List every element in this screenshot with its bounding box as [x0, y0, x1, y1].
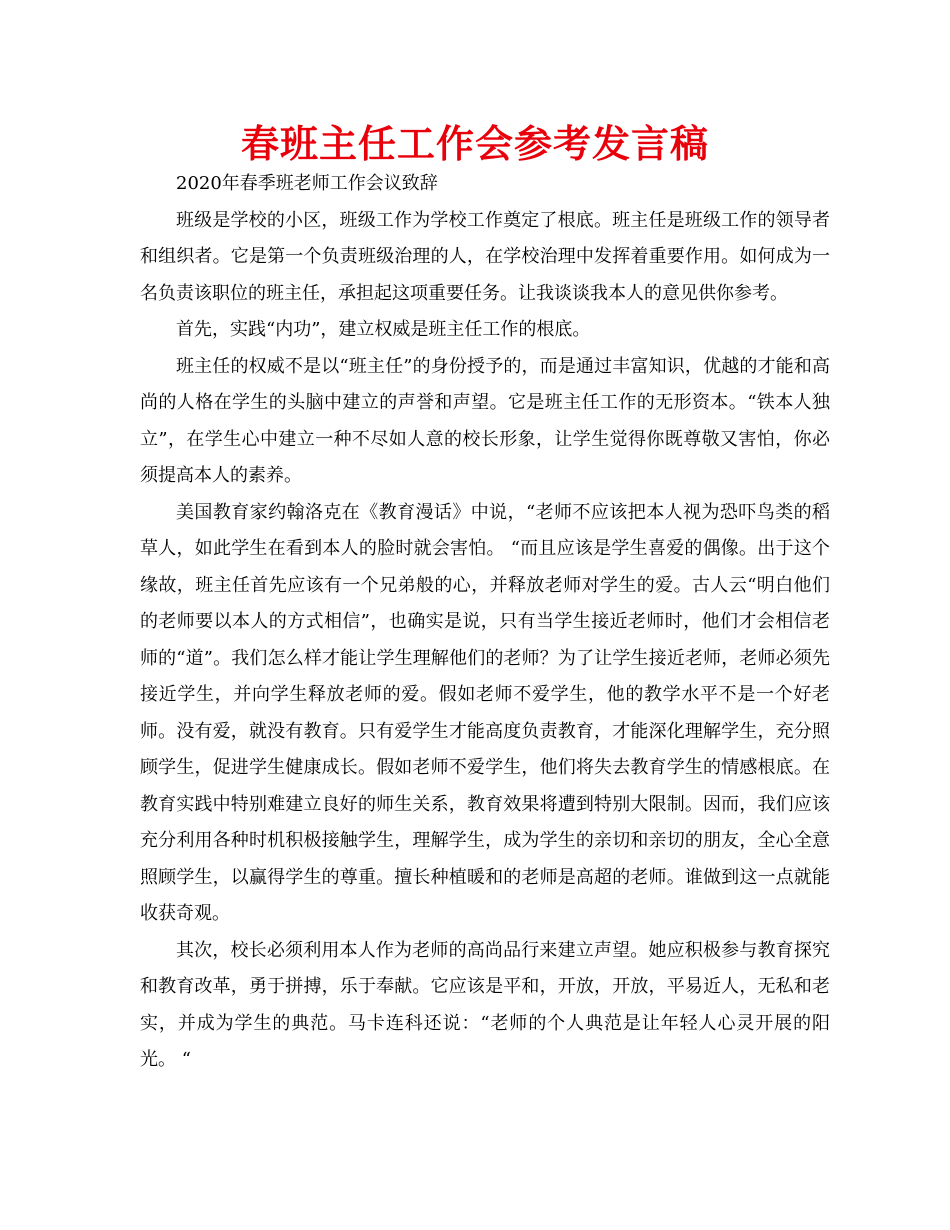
paragraph: 班主任的权威不是以“班主任”的身份授予的，而是通过丰富知识，优越的才能和高尚的人格在学生的头脑中建立的声誉和声望。它是班主任工作的无形资本。“铁本人独立”，在学生心中建立一种不尽如人意的校长形象，让学生觉得你既尊敬又害怕，你必须提高本人的素养。 [140, 355, 830, 486]
document-title: 春班主任工作会参考发言稿 [240, 121, 709, 166]
document-body [140, 166, 830, 1079]
paragraph: 班级是学校的小区，班级工作为学校工作奠定了根底。班主任是班级工作的领导者和组织者。它是第一个负责班级治理的人，在学校治理中发挥着重要作用。如何成为一名负责该职位的班主任，承担起这项重要任务。让我谈谈我本人的意见供你参考。 [140, 209, 830, 304]
paragraph: 首先，实践“内功”，建立权威是班主任工作的根底。 [176, 319, 591, 340]
paragraph-subtitle: 2020年春季班老师工作会议致辞 [176, 173, 438, 194]
paragraph: 美国教育家约翰洛克在《教育漫话》中说，“老师不应该把本人视为恐吓鸟类的稻草人，如此学生在看到本人的脸时就会害怕。 “而且应该是学生喜爱的偶像。出于这个缘故，班主任首先应该有一个兄弟般的心，并释放老师对学生的爱。古人云“明白他们的老师要以本人的方式相信”，也确实是说，只有当学生接近老师时，他们才会相信老师的“道”。我们怎么样才能让学生理解他们的老师？为了让学生接近老师，老师必须先接近学生，并向学生释放老师的爱。假如老师不爱学生，他的教学水平不是一个好老师。没有爱，就没有教育。只有爱学生才能高度负责教育，才能深化理解学生，充分照顾学生，促进学生健康成长。假如老师不爱学生，他们将失去教育学生的情感根底。在教育实践中特别难建立良好的师生关系，教育效果将遭到特别大限制。因而，我们应该充分利用各种时机积极接触学生，理解学生，成为学生的亲切和亲切的朋友，全心全意照顾学生，以赢得学生的尊重。擅长种植暖和的老师是高超的老师。谁做到这一点就能收获奇观。 [140, 501, 830, 924]
paragraph: 其次，校长必须利用本人作为老师的高尚品行来建立声望。她应积极参与教育探究和教育改革，勇于拼搏，乐于奉献。它应该是平和，开放，开放，平易近人，无私和老实，并成为学生的典范。马卡连科还说：“老师的个人典范是让年轻人心灵开展的阳光。 “ [140, 939, 830, 1070]
